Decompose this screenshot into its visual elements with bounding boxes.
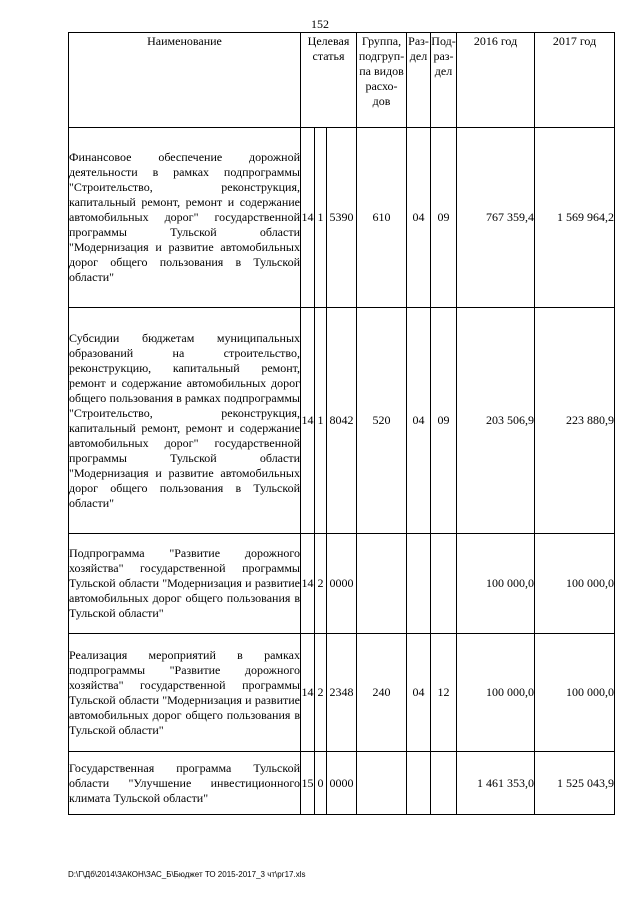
row-cs1: 14 — [301, 534, 315, 634]
row-y2017: 1 525 043,9 — [535, 752, 615, 815]
header-year-2017: 2017 год — [535, 33, 615, 128]
row-section — [407, 752, 431, 815]
row-name: Реализация мероприятий в рамках подпрограммы "Развитие дорожного хозяйства" государственной программы Тульской области "Модернизация и развитие автомобильных дорог общего пользования в Тульской области" — [69, 634, 301, 752]
row-group: 610 — [357, 128, 407, 308]
table-row — [69, 534, 615, 634]
row-y2017: 223 880,9 — [535, 308, 615, 534]
table-row — [69, 752, 615, 815]
row-cs3: 5390 — [327, 128, 357, 308]
header-subsection: Под-раз-дел — [431, 33, 457, 128]
row-cs3: 0000 — [327, 752, 357, 815]
row-y2016: 100 000,0 — [457, 534, 535, 634]
row-subsection: 12 — [431, 634, 457, 752]
row-group: 240 — [357, 634, 407, 752]
row-cs3: 2348 — [327, 634, 357, 752]
row-y2017: 100 000,0 — [535, 634, 615, 752]
budget-table — [68, 32, 615, 815]
table-row — [69, 634, 615, 752]
table-row — [69, 308, 615, 534]
header-group: Группа, подгруп-па видов расхо-дов — [357, 33, 407, 128]
row-subsection: 09 — [431, 128, 457, 308]
row-cs1: 14 — [301, 634, 315, 752]
row-y2016: 100 000,0 — [457, 634, 535, 752]
header-name: Наименование — [69, 33, 301, 128]
row-cs2: 2 — [315, 634, 327, 752]
row-cs1: 15 — [301, 752, 315, 815]
row-cs2: 1 — [315, 308, 327, 534]
row-group — [357, 534, 407, 634]
row-name: Финансовое обеспечение дорожной деятельности в рамках подпрограммы "Строительство, реконструкция, капитальный ремонт, ремонт и содержание автомобильных дорог" государственной программы Тульской области "Модернизация и развитие автомобильных дорог общего пользования в Тульской области" — [69, 128, 301, 308]
table-header-row — [69, 33, 615, 128]
row-subsection — [431, 752, 457, 815]
table-row — [69, 128, 615, 308]
row-y2017: 100 000,0 — [535, 534, 615, 634]
row-cs3: 0000 — [327, 534, 357, 634]
row-section: 04 — [407, 308, 431, 534]
row-y2016: 1 461 353,0 — [457, 752, 535, 815]
row-cs2: 2 — [315, 534, 327, 634]
header-year-2016: 2016 год — [457, 33, 535, 128]
row-group: 520 — [357, 308, 407, 534]
header-target-article: Целевая статья — [301, 33, 357, 128]
footer-file-path: D:\Г\Дб\2014\ЗАКОН\ЗАС_Б\Бюджет ТО 2015-2017_3 чт\рг17.xls — [68, 870, 306, 879]
row-group — [357, 752, 407, 815]
row-cs3: 8042 — [327, 308, 357, 534]
row-subsection: 09 — [431, 308, 457, 534]
page-number: 152 — [311, 17, 329, 31]
row-cs1: 14 — [301, 308, 315, 534]
row-cs2: 0 — [315, 752, 327, 815]
row-y2016: 203 506,9 — [457, 308, 535, 534]
row-y2016: 767 359,4 — [457, 128, 535, 308]
row-section: 04 — [407, 128, 431, 308]
row-section: 04 — [407, 634, 431, 752]
row-cs2: 1 — [315, 128, 327, 308]
header-section: Раз-дел — [407, 33, 431, 128]
row-y2017: 1 569 964,2 — [535, 128, 615, 308]
row-name: Подпрограмма "Развитие дорожного хозяйства" государственной программы Тульской области "Модернизация и развитие автомобильных дорог общего пользования в Тульской области" — [69, 534, 301, 634]
row-subsection — [431, 534, 457, 634]
row-section — [407, 534, 431, 634]
row-cs1: 14 — [301, 128, 315, 308]
row-name: Субсидии бюджетам муниципальных образований на строительство, реконструкцию, капитальный ремонт, ремонт и содержание автомобильных дорог общего пользования в рамках подпрограммы "Строительство, реконструкция, капитальный ремонт, ремонт и содержание автомобильных дорог" государственной программы Тульской области "Модернизация и развитие автомобильных дорог общего пользования в Тульской области" — [69, 308, 301, 534]
row-name: Государственная программа Тульской области "Улучшение инвестиционного климата Тульской области" — [69, 752, 301, 815]
